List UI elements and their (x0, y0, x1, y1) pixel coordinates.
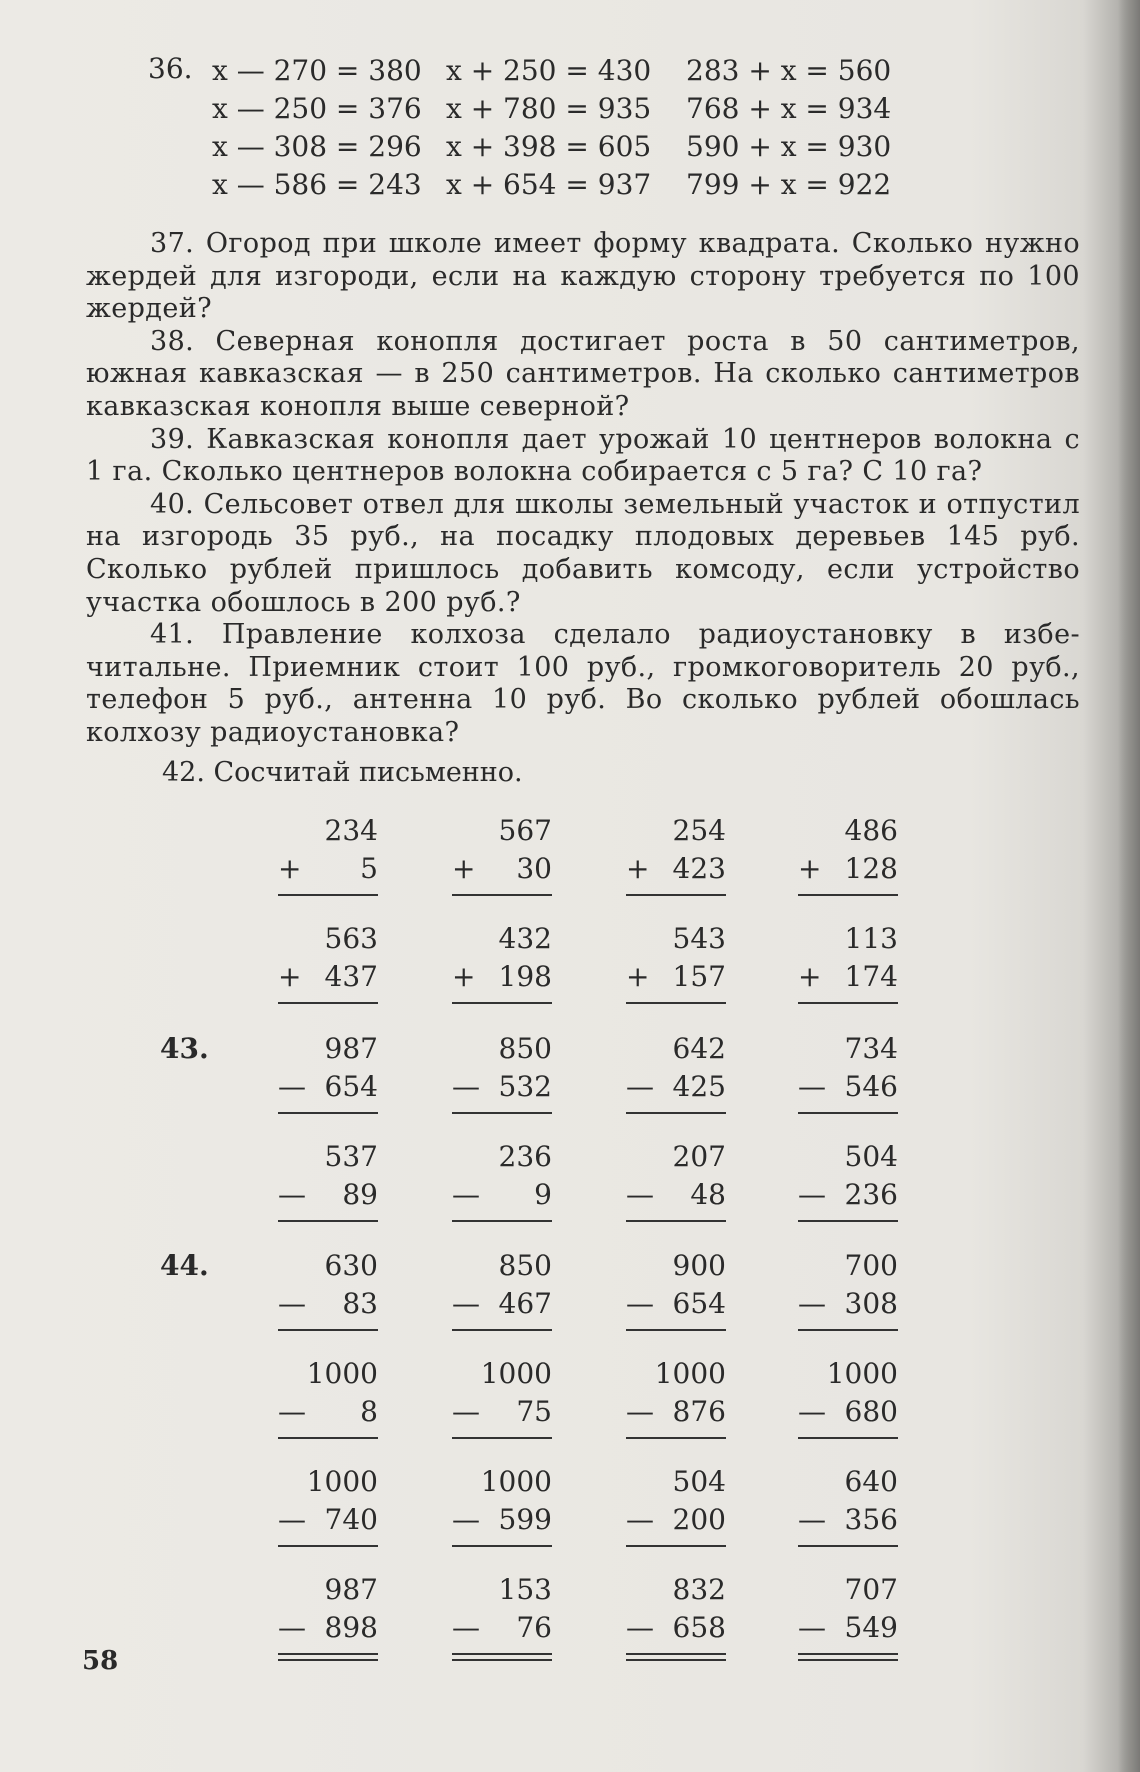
sum-line (452, 1112, 552, 1114)
operand-bottom (278, 1285, 378, 1323)
sum-line (798, 1659, 898, 1661)
operand-value: 308 (844, 1287, 898, 1320)
sum-line (626, 1002, 726, 1004)
sum-line (626, 1220, 726, 1222)
operand-value: 5 (360, 852, 378, 885)
operand-value: 658 (672, 1611, 726, 1644)
operand-bottom (798, 850, 898, 888)
task-42-exercise (626, 920, 726, 996)
sum-line (798, 1329, 898, 1331)
operator-sign: + (278, 852, 302, 885)
operator-sign: — (278, 1611, 306, 1644)
equation: x + 780 = 935 (446, 92, 652, 125)
problem-37: 37. Огород при школе имеет форму квадрата. Сколько нужно жердей для изгороди, если на каждую сторону требуется по 100 жердей? (86, 228, 1080, 325)
sum-line (452, 1002, 552, 1004)
operator-sign: + (626, 960, 650, 993)
operand-value: 174 (844, 960, 898, 993)
operand-bottom (626, 958, 726, 996)
sum-line (452, 1653, 552, 1655)
task-42-exercise (798, 812, 898, 888)
operand-value: 654 (324, 1070, 378, 1103)
addend-top: 700 (844, 1249, 898, 1282)
task-43-exercise (452, 1138, 552, 1214)
operand-value: 740 (324, 1503, 378, 1536)
operand-bottom (452, 958, 552, 996)
task-44-exercise (626, 1247, 726, 1323)
operand-value: 876 (672, 1395, 726, 1428)
operand-bottom (278, 850, 378, 888)
addend-top: 563 (324, 922, 378, 955)
operator-sign: — (278, 1178, 306, 1211)
sum-line (798, 1112, 898, 1114)
sum-line (278, 1659, 378, 1661)
sum-line (798, 1220, 898, 1222)
task-44-exercise (798, 1247, 898, 1323)
addend-top: 504 (844, 1140, 898, 1173)
addend-top: 504 (672, 1465, 726, 1498)
operand-bottom (798, 958, 898, 996)
addend-top: 640 (844, 1465, 898, 1498)
task-44-exercise (626, 1571, 726, 1647)
operator-sign: — (278, 1070, 306, 1103)
operator-sign: — (452, 1287, 480, 1320)
operand-bottom (278, 958, 378, 996)
addend-top: 642 (672, 1032, 726, 1065)
operand-bottom (626, 1393, 726, 1431)
addend-top: 537 (324, 1140, 378, 1173)
operator-sign: — (278, 1287, 306, 1320)
sum-line (278, 1002, 378, 1004)
addend-top: 113 (844, 922, 898, 955)
task-43-exercise (278, 1138, 378, 1214)
addend-top: 486 (844, 814, 898, 847)
sum-line (278, 1437, 378, 1439)
equation-column-3 (686, 52, 891, 204)
operand-bottom (452, 1285, 552, 1323)
operand-bottom (278, 1393, 378, 1431)
task-43-label: 43. (160, 1032, 209, 1065)
operator-sign: — (278, 1395, 306, 1428)
sum-line (626, 1659, 726, 1661)
operand-value: 157 (672, 960, 726, 993)
operator-sign: — (798, 1503, 826, 1536)
operand-value: 680 (844, 1395, 898, 1428)
operand-value: 654 (672, 1287, 726, 1320)
operator-sign: — (452, 1503, 480, 1536)
operator-sign: — (798, 1287, 826, 1320)
operator-sign: — (626, 1178, 654, 1211)
operand-bottom (798, 1609, 898, 1647)
operator-sign: + (798, 852, 822, 885)
task-44-exercise (452, 1571, 552, 1647)
addend-top: 734 (844, 1032, 898, 1065)
sum-line (798, 894, 898, 896)
operand-value: 898 (324, 1611, 378, 1644)
addend-top: 1000 (306, 1357, 378, 1390)
task-44-exercise (798, 1355, 898, 1431)
operator-sign: + (452, 852, 476, 885)
operand-bottom (626, 1609, 726, 1647)
operand-value: 48 (690, 1178, 726, 1211)
operand-bottom (798, 1285, 898, 1323)
operand-value: 356 (844, 1503, 898, 1536)
operand-bottom (626, 1285, 726, 1323)
operand-value: 546 (844, 1070, 898, 1103)
operand-value: 8 (360, 1395, 378, 1428)
operand-bottom (626, 1176, 726, 1214)
sum-line (278, 894, 378, 896)
equation: 590 + x = 930 (686, 130, 892, 163)
operand-bottom (798, 1068, 898, 1106)
task-42-exercise (278, 920, 378, 996)
addend-top: 207 (672, 1140, 726, 1173)
addend-top: 1000 (480, 1357, 552, 1390)
task-43-exercise (626, 1030, 726, 1106)
operator-sign: — (452, 1395, 480, 1428)
equation: 799 + x = 922 (686, 168, 892, 201)
operand-value: 200 (672, 1503, 726, 1536)
operand-bottom (452, 1501, 552, 1539)
operator-sign: — (798, 1070, 826, 1103)
task-44-exercise (626, 1463, 726, 1539)
operator-sign: — (452, 1178, 480, 1211)
problem-41: 41. Правление колхоза сделало радиоустановку в избе-читальне. Приемник стоит 100 руб., громкоговоритель 20 руб., телефон 5 руб., антенна 10 руб. Во сколько рублей обошлась колхозу радиоустановка? (86, 619, 1080, 748)
task-43-exercise (626, 1138, 726, 1214)
problem-40: 40. Сельсовет отвел для школы земельный участок и отпустил на изгородь 35 руб., на посадку плодовых деревьев 145 руб. Сколько рублей пришлось добавить комсоду, если устройство участка обошлось в 200 руб.? (86, 488, 1080, 618)
sum-line (278, 1653, 378, 1655)
operand-value: 423 (672, 852, 726, 885)
addend-top: 630 (324, 1249, 378, 1282)
page-edge-shadow (1118, 0, 1140, 1772)
sum-line (626, 1112, 726, 1114)
operand-value: 437 (324, 960, 378, 993)
operand-value: 76 (516, 1611, 552, 1644)
operator-sign: + (278, 960, 302, 993)
task-42-exercise (278, 812, 378, 888)
operator-sign: — (798, 1611, 826, 1644)
operator-sign: + (452, 960, 476, 993)
operator-sign: — (626, 1070, 654, 1103)
equation: x + 250 = 430 (446, 54, 652, 87)
task-44-exercise (278, 1463, 378, 1539)
task-44-exercise (626, 1355, 726, 1431)
task-36-number: 36. (148, 52, 193, 85)
sum-line (278, 1112, 378, 1114)
operator-sign: — (626, 1287, 654, 1320)
sum-line (626, 1545, 726, 1547)
operand-value: 83 (342, 1287, 378, 1320)
operator-sign: + (626, 852, 650, 885)
task-42-exercise (452, 920, 552, 996)
equation: x + 654 = 937 (446, 168, 652, 201)
sum-line (452, 1329, 552, 1331)
addend-top: 1000 (826, 1357, 898, 1390)
task-43-exercise (452, 1030, 552, 1106)
addend-top: 1000 (306, 1465, 378, 1498)
addend-top: 567 (498, 814, 552, 847)
operand-bottom (278, 1068, 378, 1106)
task-42-exercise (798, 920, 898, 996)
operand-value: 9 (534, 1178, 552, 1211)
operand-bottom (452, 850, 552, 888)
sum-line (278, 1545, 378, 1547)
operator-sign: + (798, 960, 822, 993)
operand-bottom (278, 1176, 378, 1214)
operator-sign: — (626, 1611, 654, 1644)
addend-top: 900 (672, 1249, 726, 1282)
task-43-exercise (798, 1030, 898, 1106)
operand-value: 532 (498, 1070, 552, 1103)
task-42-exercise (452, 812, 552, 888)
task-43-exercise (798, 1138, 898, 1214)
sum-line (452, 894, 552, 896)
addend-top: 707 (844, 1573, 898, 1606)
operand-bottom (626, 1501, 726, 1539)
addend-top: 1000 (654, 1357, 726, 1390)
addend-top: 987 (324, 1573, 378, 1606)
operand-bottom (452, 1068, 552, 1106)
sum-line (278, 1220, 378, 1222)
addend-top: 153 (498, 1573, 552, 1606)
sum-line (626, 894, 726, 896)
operator-sign: — (626, 1395, 654, 1428)
addend-top: 254 (672, 814, 726, 847)
operand-value: 128 (844, 852, 898, 885)
equation: x — 270 = 380 (212, 54, 422, 87)
sum-line (452, 1545, 552, 1547)
addend-top: 543 (672, 922, 726, 955)
task-44-exercise (278, 1355, 378, 1431)
operand-value: 236 (844, 1178, 898, 1211)
operand-value: 599 (498, 1503, 552, 1536)
operand-value: 198 (498, 960, 552, 993)
word-problems (86, 228, 1080, 750)
addend-top: 234 (324, 814, 378, 847)
operand-bottom (278, 1609, 378, 1647)
task-44-exercise (798, 1463, 898, 1539)
sum-line (798, 1437, 898, 1439)
task-44-exercise (452, 1247, 552, 1323)
sum-line (452, 1659, 552, 1661)
operator-sign: — (626, 1503, 654, 1536)
equation: x — 586 = 243 (212, 168, 422, 201)
operand-value: 425 (672, 1070, 726, 1103)
task-43-exercise (278, 1030, 378, 1106)
operator-sign: — (798, 1395, 826, 1428)
sum-line (626, 1329, 726, 1331)
equation-column-2 (446, 52, 651, 204)
equation: 283 + x = 560 (686, 54, 892, 87)
operator-sign: — (452, 1611, 480, 1644)
operand-value: 89 (342, 1178, 378, 1211)
task-44-exercise (798, 1571, 898, 1647)
operand-bottom (452, 1609, 552, 1647)
operand-bottom (798, 1393, 898, 1431)
page-number: 58 (82, 1646, 119, 1676)
addend-top: 832 (672, 1573, 726, 1606)
sum-line (452, 1437, 552, 1439)
problem-39: 39. Кавказская конопля дает урожай 10 центнеров волокна с 1 га. Сколько центнеров волокна собирается с 5 га? С 10 га? (86, 423, 1080, 488)
task-42-title: 42. Сосчитай письменно. (162, 757, 523, 788)
operand-value: 549 (844, 1611, 898, 1644)
equation: x — 308 = 296 (212, 130, 422, 163)
operand-bottom (452, 1393, 552, 1431)
task-44-exercise (278, 1247, 378, 1323)
problem-38: 38. Северная конопля достигает роста в 50 сантиметров, южная кавказская — в 250 сантиметров. На сколько сантиметров кавказская конопля выше северной? (86, 325, 1080, 422)
operand-bottom (798, 1176, 898, 1214)
addend-top: 850 (498, 1249, 552, 1282)
addend-top: 432 (498, 922, 552, 955)
addend-top: 850 (498, 1032, 552, 1065)
sum-line (452, 1220, 552, 1222)
addend-top: 236 (498, 1140, 552, 1173)
operator-sign: — (452, 1070, 480, 1103)
task-44-exercise (452, 1463, 552, 1539)
operator-sign: — (278, 1503, 306, 1536)
task-42-exercise (626, 812, 726, 888)
operand-value: 467 (498, 1287, 552, 1320)
equation: x + 398 = 605 (446, 130, 652, 163)
operator-sign: — (798, 1178, 826, 1211)
sum-line (798, 1002, 898, 1004)
addend-top: 987 (324, 1032, 378, 1065)
operand-value: 75 (516, 1395, 552, 1428)
task-44-label: 44. (160, 1249, 209, 1282)
task-44-exercise (452, 1355, 552, 1431)
equation: x — 250 = 376 (212, 92, 422, 125)
operand-bottom (452, 1176, 552, 1214)
operand-bottom (626, 850, 726, 888)
sum-line (626, 1437, 726, 1439)
operand-bottom (626, 1068, 726, 1106)
sum-line (626, 1653, 726, 1655)
sum-line (798, 1653, 898, 1655)
operand-value: 30 (516, 852, 552, 885)
operand-bottom (278, 1501, 378, 1539)
operand-bottom (798, 1501, 898, 1539)
sum-line (798, 1545, 898, 1547)
equation-column-1 (212, 52, 422, 204)
addend-top: 1000 (480, 1465, 552, 1498)
task-44-exercise (278, 1571, 378, 1647)
equation: 768 + x = 934 (686, 92, 892, 125)
sum-line (278, 1329, 378, 1331)
